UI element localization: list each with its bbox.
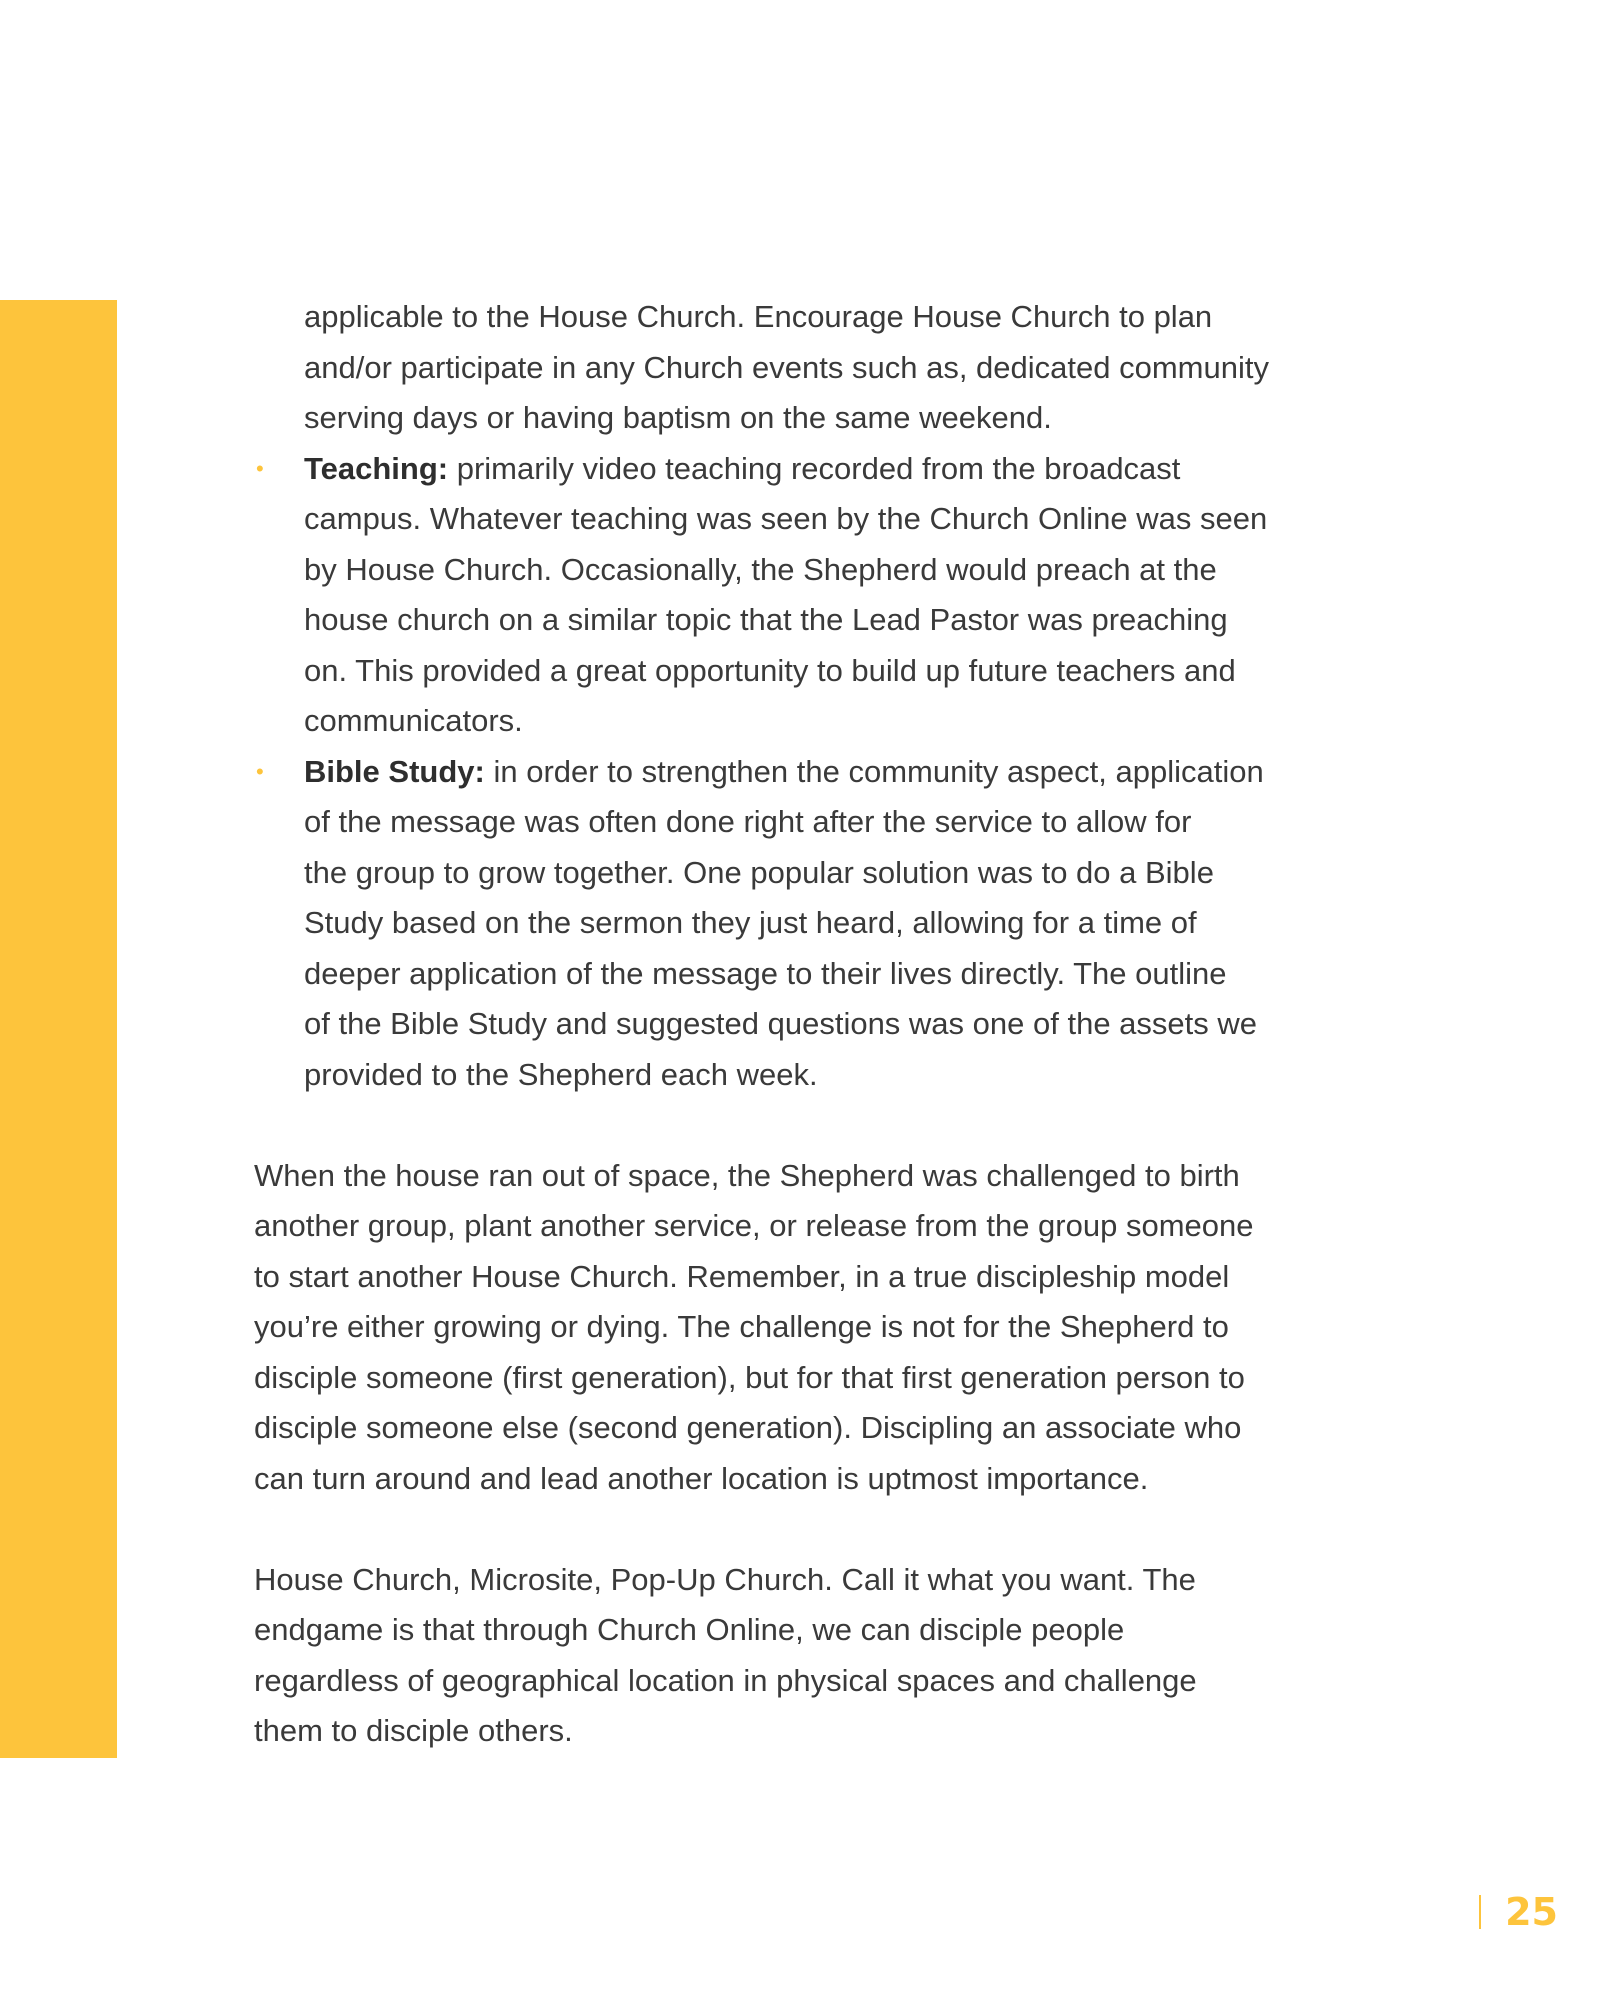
bullet-term: Bible Study: xyxy=(304,753,485,789)
page-number xyxy=(1479,1890,1558,1934)
text-line: House Church, Microsite, Pop-Up Church. Call it what you want. The xyxy=(254,1561,1196,1597)
bullet-text: primarily video teaching recorded from the broadcast xyxy=(448,450,1181,486)
bullet-item-bible-study xyxy=(254,747,1354,1101)
text-line: disciple someone (first generation), but for that first generation person to xyxy=(254,1359,1245,1395)
text-line: campus. Whatever teaching was seen by the Church Online was seen xyxy=(304,501,1268,536)
text-line: can turn around and lead another location is uptmost importance. xyxy=(254,1460,1149,1496)
page-number-text: 25 xyxy=(1505,1890,1558,1934)
text-line: disciple someone else (second generation). Discipling an associate who xyxy=(254,1410,1242,1445)
text-line: on. This provided a great opportunity to build up future teachers and xyxy=(304,652,1236,688)
text-line: applicable to the House Church. Encourage House Church to plan xyxy=(304,299,1213,334)
text-line: you’re either growing or dying. The challenge is not for the Shepherd to xyxy=(254,1309,1229,1344)
text-line: them to disciple others. xyxy=(254,1713,573,1748)
text-line: When the house ran out of space, the Shepherd was challenged to birth xyxy=(254,1157,1240,1193)
text-line xyxy=(304,444,1354,495)
bullet-marker: • xyxy=(256,758,264,784)
text-line: regardless of geographical location in physical spaces and challenge xyxy=(254,1662,1197,1698)
text-line: endgame is that through Church Online, we can disciple people xyxy=(254,1612,1125,1647)
text-line: and/or participate in any Church events such as, dedicated community xyxy=(304,349,1269,385)
paragraph-spacer xyxy=(254,1100,1354,1151)
text-line: of the Bible Study and suggested questions was one of the assets we xyxy=(304,1006,1258,1041)
text-line: provided to the Shepherd each week. xyxy=(304,1056,818,1092)
paragraph-spacer xyxy=(254,1504,1354,1555)
text-line: communicators. xyxy=(304,703,523,738)
text-line: Study based on the sermon they just heard, allowing for a time of xyxy=(304,905,1197,940)
bullet-continuation xyxy=(254,292,1354,444)
bullet-marker: • xyxy=(256,455,264,481)
left-accent-bar xyxy=(0,300,117,1758)
paragraph-birth-group xyxy=(254,1151,1354,1505)
text-line: deeper application of the message to their lives directly. The outline xyxy=(304,955,1227,991)
bullet-item-teaching xyxy=(254,444,1354,747)
bullet-text: in order to strengthen the community aspect, application xyxy=(484,753,1264,789)
text-line: house church on a similar topic that the Lead Pastor was preaching xyxy=(304,602,1228,637)
paragraph-endgame xyxy=(254,1555,1354,1757)
text-line: another group, plant another service, or release from the group someone xyxy=(254,1208,1254,1243)
text-line: serving days or having baptism on the same weekend. xyxy=(304,400,1052,435)
text-line xyxy=(304,747,1354,798)
bullet-term: Teaching: xyxy=(304,450,449,486)
text-line: to start another House Church. Remember, in a true discipleship model xyxy=(254,1258,1230,1294)
page-number-divider xyxy=(1479,1895,1481,1929)
text-line: of the message was often done right after the service to allow for xyxy=(304,804,1192,839)
text-line: the group to grow together. One popular solution was to do a Bible xyxy=(304,854,1214,890)
page-body xyxy=(254,292,1354,1757)
text-line: by House Church. Occasionally, the Shepherd would preach at the xyxy=(304,551,1217,587)
